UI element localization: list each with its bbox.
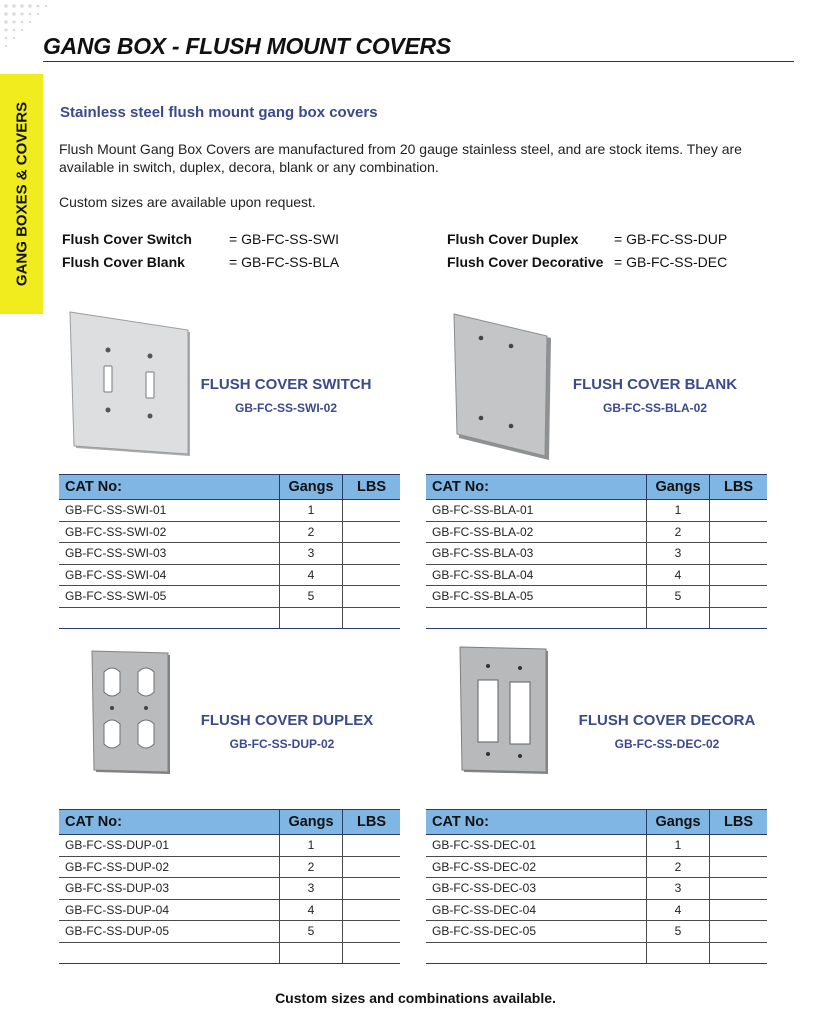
cell-cat: GB-FC-SS-BLA-03	[426, 543, 647, 565]
cell-gangs: 5	[280, 586, 343, 608]
code-label: Flush Cover Decorative	[447, 254, 604, 270]
cell-gangs: 2	[280, 521, 343, 543]
product-title-duplex: FLUSH COVER DUPLEX	[200, 712, 374, 729]
cell-lbs	[710, 899, 768, 921]
duplex-spec-table	[59, 809, 400, 964]
table-row	[426, 899, 767, 921]
cell-cat: GB-FC-SS-SWI-03	[59, 543, 280, 565]
cell-cat: GB-FC-SS-BLA-02	[426, 521, 647, 543]
cell-lbs	[710, 500, 768, 522]
table-header-row	[59, 810, 400, 835]
side-tab-label: GANG BOXES & COVERS	[13, 101, 30, 287]
cell-lbs	[343, 543, 401, 565]
code-label: Flush Cover Switch	[62, 231, 192, 247]
col-cat-no: CAT No:	[426, 475, 647, 500]
product-code-decora: GB-FC-SS-DEC-02	[614, 737, 720, 751]
table-header-row	[426, 810, 767, 835]
switch-spec-table	[59, 474, 400, 629]
cell-gangs: 2	[647, 856, 710, 878]
table-header-row	[426, 475, 767, 500]
cell-gangs: 3	[280, 878, 343, 900]
cell-gangs: 4	[280, 564, 343, 586]
table-row	[426, 521, 767, 543]
table-row	[59, 835, 400, 857]
cell-gangs: 4	[280, 899, 343, 921]
table-row	[59, 543, 400, 565]
code-item-switch	[62, 231, 192, 247]
table-header-row	[59, 475, 400, 500]
title-divider	[43, 61, 794, 62]
cell-gangs: 5	[647, 586, 710, 608]
col-lbs: LBS	[343, 475, 401, 500]
table-row	[59, 921, 400, 943]
cell-lbs	[343, 878, 401, 900]
decora-cover-image	[458, 646, 550, 776]
table-row	[426, 878, 767, 900]
col-cat-no: CAT No:	[426, 810, 647, 835]
cell-gangs: 1	[280, 835, 343, 857]
cell-lbs	[710, 878, 768, 900]
cell-cat: GB-FC-SS-BLA-01	[426, 500, 647, 522]
product-code-blank: GB-FC-SS-BLA-02	[603, 401, 707, 415]
cell-cat: GB-FC-SS-DEC-01	[426, 835, 647, 857]
product-title-blank: FLUSH COVER BLANK	[572, 376, 738, 393]
cell-lbs	[343, 521, 401, 543]
table-row	[426, 586, 767, 608]
col-lbs: LBS	[710, 475, 768, 500]
cell-gangs: 4	[647, 899, 710, 921]
cell-gangs: 4	[647, 564, 710, 586]
section-subtitle: Stainless steel flush mount gang box covers	[60, 104, 378, 121]
col-gangs: Gangs	[647, 810, 710, 835]
section-side-tab	[0, 74, 43, 314]
code-value-duplex: = GB-FC-SS-DUP	[614, 231, 728, 247]
code-label: Flush Cover Blank	[62, 254, 185, 270]
cell-gangs: 3	[647, 878, 710, 900]
code-value-switch: = GB-FC-SS-SWI	[229, 231, 340, 247]
code-value-blank: = GB-FC-SS-BLA	[229, 254, 340, 270]
cell-cat: GB-FC-SS-DUP-03	[59, 878, 280, 900]
table-row-empty	[426, 942, 767, 963]
decora-spec-table	[426, 809, 767, 964]
cell-cat: GB-FC-SS-BLA-04	[426, 564, 647, 586]
table-row	[426, 921, 767, 943]
col-lbs: LBS	[710, 810, 768, 835]
cell-cat: GB-FC-SS-DEC-04	[426, 899, 647, 921]
code-item-decorative	[447, 254, 603, 270]
table-row	[59, 564, 400, 586]
table-row	[59, 500, 400, 522]
table-row-empty	[426, 607, 767, 628]
table-row	[426, 500, 767, 522]
cell-gangs: 1	[647, 500, 710, 522]
cell-cat: GB-FC-SS-BLA-05	[426, 586, 647, 608]
table-row	[426, 856, 767, 878]
cell-gangs: 3	[647, 543, 710, 565]
table-row-empty	[59, 607, 400, 628]
cell-lbs	[710, 521, 768, 543]
code-label: Flush Cover Duplex	[447, 231, 579, 247]
table-row	[59, 856, 400, 878]
footer-note: Custom sizes and combinations available.	[275, 990, 556, 1006]
table-row	[426, 564, 767, 586]
cell-cat: GB-FC-SS-SWI-01	[59, 500, 280, 522]
cell-lbs	[343, 586, 401, 608]
cell-cat: GB-FC-SS-DUP-05	[59, 921, 280, 943]
cell-gangs: 2	[280, 856, 343, 878]
cell-lbs	[710, 586, 768, 608]
duplex-cover-image	[90, 650, 172, 776]
cell-gangs: 1	[647, 835, 710, 857]
cell-lbs	[343, 899, 401, 921]
cell-gangs: 5	[280, 921, 343, 943]
cell-gangs: 1	[280, 500, 343, 522]
cell-lbs	[343, 500, 401, 522]
table-row	[59, 878, 400, 900]
cell-gangs: 3	[280, 543, 343, 565]
custom-sizes-note: Custom sizes are available upon request.	[59, 194, 316, 210]
cell-cat: GB-FC-SS-DUP-01	[59, 835, 280, 857]
product-title-decora: FLUSH COVER DECORA	[578, 712, 756, 729]
table-row-empty	[59, 942, 400, 963]
cell-cat: GB-FC-SS-DEC-02	[426, 856, 647, 878]
code-value-decorative: = GB-FC-SS-DEC	[614, 254, 728, 270]
col-gangs: Gangs	[280, 810, 343, 835]
cell-lbs	[710, 564, 768, 586]
cell-lbs	[343, 856, 401, 878]
cell-lbs	[343, 564, 401, 586]
cell-gangs: 5	[647, 921, 710, 943]
cell-cat: GB-FC-SS-SWI-02	[59, 521, 280, 543]
table-row	[426, 543, 767, 565]
cell-lbs	[343, 921, 401, 943]
cell-cat: GB-FC-SS-DEC-03	[426, 878, 647, 900]
col-gangs: Gangs	[647, 475, 710, 500]
cell-cat: GB-FC-SS-SWI-05	[59, 586, 280, 608]
cell-cat: GB-FC-SS-DUP-04	[59, 899, 280, 921]
cell-lbs	[710, 543, 768, 565]
cell-lbs	[343, 835, 401, 857]
cell-lbs	[710, 856, 768, 878]
cell-gangs: 2	[647, 521, 710, 543]
page-title: GANG BOX - FLUSH MOUNT COVERS	[43, 33, 451, 59]
table-row	[59, 899, 400, 921]
col-cat-no: CAT No:	[59, 475, 280, 500]
code-item-duplex	[447, 231, 578, 247]
col-gangs: Gangs	[280, 475, 343, 500]
cell-cat: GB-FC-SS-DUP-02	[59, 856, 280, 878]
product-code-duplex: GB-FC-SS-DUP-02	[229, 737, 335, 751]
col-cat-no: CAT No:	[59, 810, 280, 835]
col-lbs: LBS	[343, 810, 401, 835]
cell-cat: GB-FC-SS-SWI-04	[59, 564, 280, 586]
code-item-blank	[62, 254, 185, 270]
blank-spec-table	[426, 474, 767, 629]
table-row	[59, 586, 400, 608]
cell-lbs	[710, 835, 768, 857]
intro-paragraph: Flush Mount Gang Box Covers are manufactured from 20 gauge stainless steel, and are stock items. They are available in switch, duplex, decora, blank or any combination.	[59, 141, 742, 175]
cell-cat: GB-FC-SS-DEC-05	[426, 921, 647, 943]
product-title-switch: FLUSH COVER SWITCH	[200, 376, 372, 393]
cell-lbs	[710, 921, 768, 943]
table-row	[426, 835, 767, 857]
table-row	[59, 521, 400, 543]
product-code-switch: GB-FC-SS-SWI-02	[235, 401, 337, 415]
